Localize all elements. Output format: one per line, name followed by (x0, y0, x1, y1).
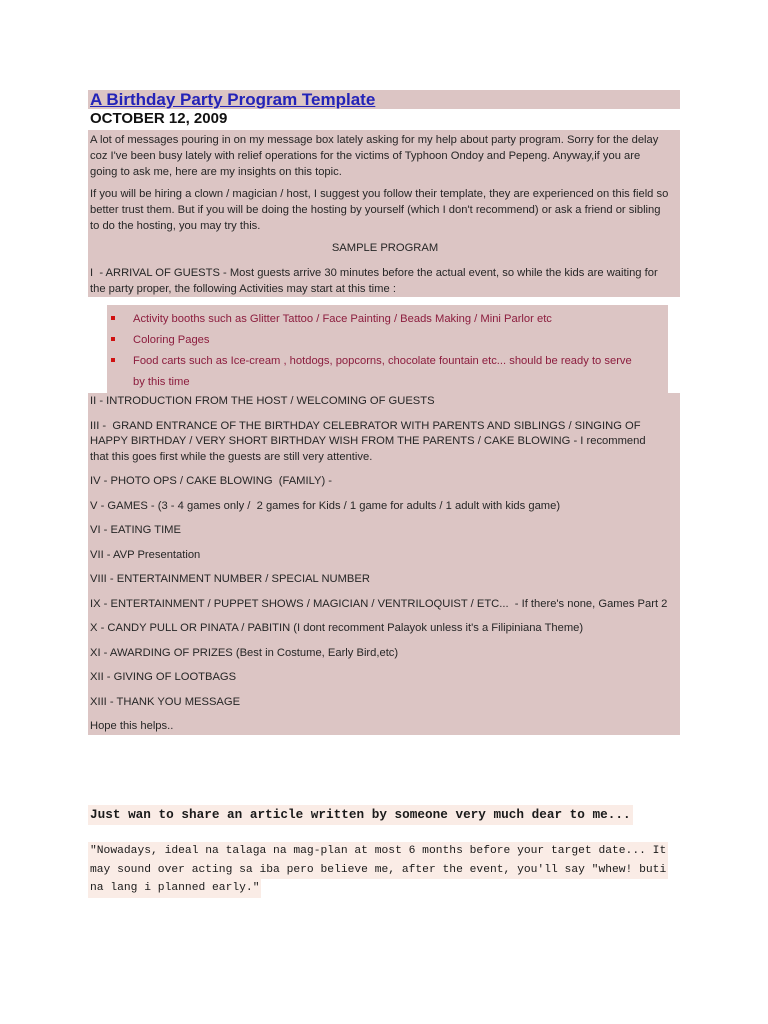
share-heading (88, 805, 633, 825)
intro-section (88, 130, 680, 297)
program-item (90, 523, 680, 539)
program-item (90, 548, 680, 564)
text-line: Coloring Pages (133, 334, 210, 346)
share-heading-text: Just wan to share an article written by someone very much dear to me... (88, 805, 633, 825)
activity-item (107, 309, 668, 330)
text-line: X - CANDY PULL OR PINATA / PABITIN (I dont recomment Palayok unless it's a Filipiniana Theme) (90, 622, 584, 634)
quote-line (88, 861, 668, 880)
quote-line-text: may sound over acting sa iba pero believe me, after the event, you'll say "whew! buti (88, 861, 668, 880)
text-line: III - GRAND ENTRANCE OF THE BIRTHDAY CELEBRATOR WITH PARENTS AND SIBLINGS / SINGING OF (90, 419, 641, 432)
text-line: XI - AWARDING OF PRIZES (Best in Costume, Early Bird,etc) (90, 646, 399, 659)
text-line: Food carts such as Ice-cream , hotdogs, popcorns, chocolate fountain etc... should be ready to serve (133, 355, 632, 367)
program-item (90, 621, 680, 637)
program-item (90, 499, 680, 515)
text-line: II - INTRODUCTION FROM THE HOST / WELCOMING OF GUESTS (90, 395, 435, 407)
program-item (90, 394, 680, 410)
text-line: Activity booths such as Glitter Tattoo / Face Painting / Beads Making / Mini Parlor etc (133, 313, 552, 325)
post-title-link[interactable]: A Birthday Party Program Template (90, 90, 376, 109)
program-item (90, 474, 680, 490)
text-line: to do the hosting, you may try this. (90, 220, 261, 232)
text-line: V - GAMES - (3 - 4 games only / 2 games for Kids / 1 game for adults / 1 adult with kids game) (90, 499, 561, 512)
program-item (90, 695, 680, 711)
intro-paragraph (90, 132, 680, 180)
text-line: VIII - ENTERTAINMENT NUMBER / SPECIAL NUMBER (90, 573, 370, 585)
sample-program-heading: SAMPLE PROGRAM (331, 242, 439, 254)
closing-line (90, 719, 680, 735)
text-line: I - ARRIVAL OF GUESTS - Most guests arrive 30 minutes before the actual event, so while the kids are waiting for (90, 267, 658, 279)
quote-block (88, 842, 668, 898)
post-date: OCTOBER 12, 2009 (90, 110, 228, 127)
program-item (90, 646, 680, 662)
text-line: better trust them. But if you will be doing the hosting by yourself (which I don't recommend) or ask a friend or sibling (90, 204, 661, 216)
text-line: IV - PHOTO OPS / CAKE BLOWING (FAMILY) - (90, 475, 333, 487)
text-line: A lot of messages pouring in on my message box lately asking for my help about party program. Sorry for the delay (90, 134, 659, 146)
bullet-icon (111, 358, 115, 362)
text-line: going to ask me, here are my insights on this topic. (90, 166, 342, 178)
text-line: coz I've been busy lately with relief operations for the victims of Typhoon Ondoy and Pepeng. Anyway,if you are (90, 150, 641, 162)
text-line: XIII - THANK YOU MESSAGE (90, 695, 241, 708)
quote-line (88, 879, 668, 898)
text-line: by this time (133, 376, 190, 388)
bullet-icon (111, 316, 115, 320)
program-item (90, 572, 680, 588)
text-line: IX - ENTERTAINMENT / PUPPET SHOWS / MAGICIAN / VENTRILOQUIST / ETC... - If there's none, Games Part 2 (90, 597, 668, 610)
intro-paragraph (90, 186, 680, 234)
title-bar (88, 90, 680, 109)
program-item (90, 597, 680, 613)
activities-list (107, 305, 668, 393)
activity-item (107, 330, 668, 351)
program-list (88, 393, 680, 735)
text-line: VI - EATING TIME (90, 524, 181, 536)
text-line: VII - AVP Presentation (90, 548, 201, 561)
program-item-arrival (90, 265, 680, 297)
quote-line-text: "Nowadays, ideal na talaga na mag-plan at most 6 months before your target date... It (88, 842, 668, 861)
text-line: HAPPY BIRTHDAY / VERY SHORT BIRTHDAY WISH FROM THE PARENTS / CAKE BLOWING - I recommend (90, 435, 646, 447)
text-line: Hope this helps.. (90, 720, 174, 732)
text-line: that this goes first while the guests are still very attentive. (90, 450, 373, 463)
bullet-icon (111, 337, 115, 341)
quote-line (88, 842, 668, 861)
program-item (90, 670, 680, 686)
quote-line-text: na lang i planned early." (88, 879, 261, 898)
text-line: the party proper, the following Activities may start at this time : (90, 283, 396, 295)
text-line: If you will be hiring a clown / magician / host, I suggest you follow their template, they are experienced on this field so (90, 188, 669, 200)
activity-item (107, 351, 668, 393)
program-item (90, 419, 680, 466)
text-line: XII - GIVING OF LOOTBAGS (90, 671, 237, 683)
